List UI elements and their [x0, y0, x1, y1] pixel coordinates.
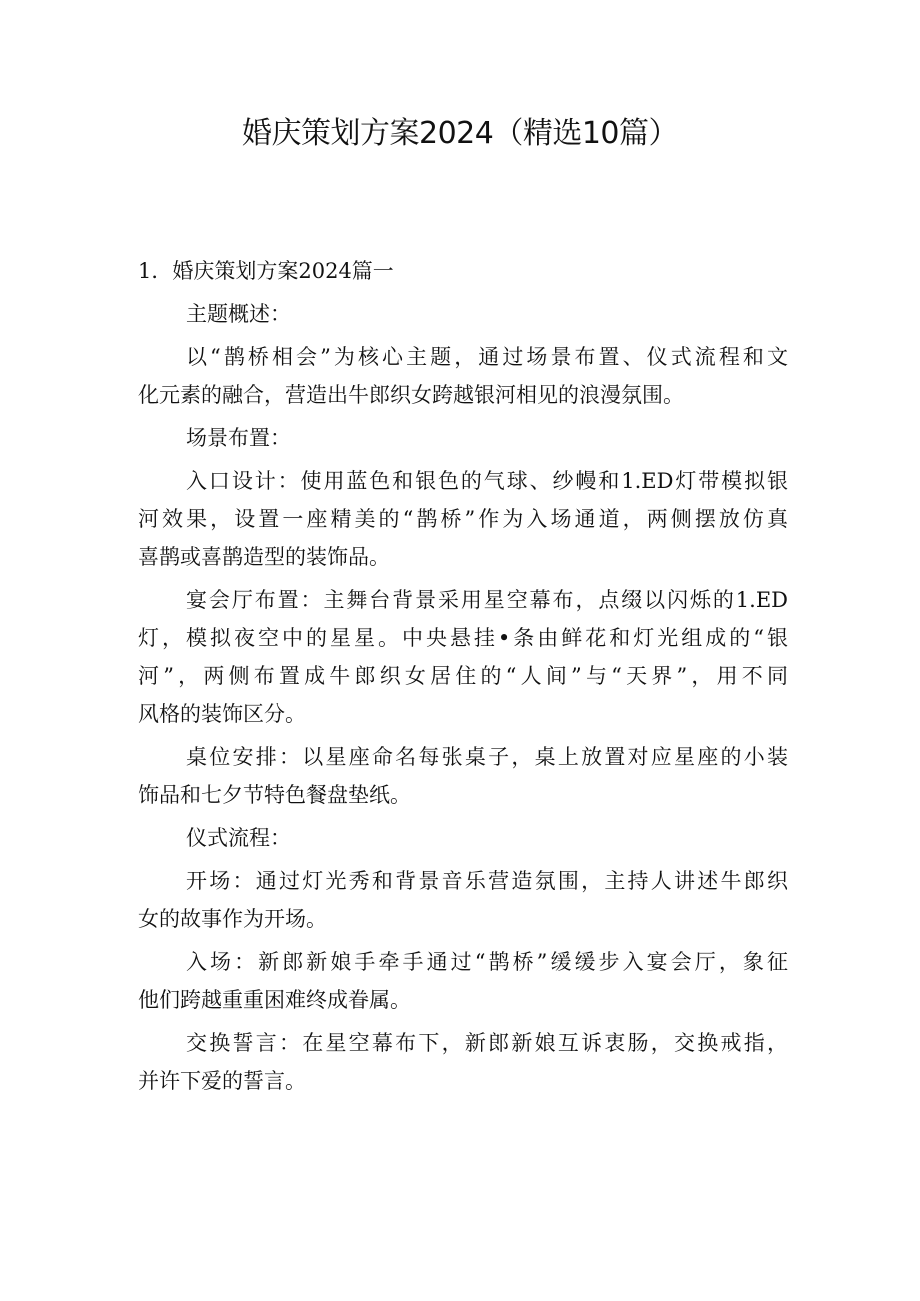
paragraph-line: 化元素的融合，营造出牛郎织女跨越银河相见的浪漫氛围。	[138, 383, 684, 407]
paragraph-line: 并许下爱的誓言。	[138, 1069, 306, 1093]
table-arrangement-paragraph	[138, 738, 788, 814]
paragraph-line: 入口设计：使用蓝色和银色的气球、纱幔和1.ED灯带模拟银	[186, 469, 788, 493]
paragraph-line: 女的故事作为开场。	[138, 907, 327, 931]
paragraph-line: 灯，模拟夜空中的星星。中央悬挂•条由鲜花和灯光组成的“银	[138, 626, 788, 650]
paragraph-line: 河效果，设置一座精美的“鹊桥”作为入场通道，两侧摆放仿真	[138, 507, 788, 531]
paragraph-line: 交换誓言：在星空幕布下，新郎新娘互诉衷肠，交换戒指，	[186, 1031, 788, 1055]
paragraph-line: 喜鹊或喜鹊造型的装饰品。	[138, 545, 390, 569]
paragraph-line: 以“鹊桥相会”为核心主题，通过场景布置、仪式流程和文	[186, 345, 788, 369]
paragraph-line: 风格的装饰区分。	[138, 702, 306, 726]
paragraph-line: 桌位安排：以星座命名每张桌子，桌上放置对应星座的小装	[186, 745, 788, 769]
entrance-paragraph	[138, 462, 788, 576]
entry-paragraph	[138, 943, 788, 1019]
paragraph-line: 河”，两侧布置成牛郎织女居住的“人间”与“天界”，用不同	[138, 664, 788, 688]
theme-overview-label: 主题概述：	[186, 302, 291, 326]
theme-overview-paragraph	[138, 338, 788, 414]
vows-paragraph	[138, 1024, 788, 1100]
paragraph-line: 宴会厅布置：主舞台背景采用星空幕布，点缀以闪烁的1.ED	[186, 588, 788, 612]
paragraph-line: 他们跨越重重困难终成眷属。	[138, 988, 411, 1012]
paragraph-line: 入场：新郎新娘手牵手通过“鹊桥”缓缓步入宴会厅，象征	[186, 950, 788, 974]
paragraph-line: 开场：通过灯光秀和背景音乐营造氛围，主持人讲述牛郎织	[186, 869, 788, 893]
scene-label: 场景布置：	[186, 426, 291, 450]
document-title: 婚庆策划方案2024（精选10篇）	[241, 116, 679, 151]
opening-paragraph	[138, 862, 788, 938]
section-heading: 1．婚庆策划方案2024篇一	[138, 259, 394, 283]
paragraph-line: 饰品和七夕节特色餐盘垫纸。	[138, 783, 411, 807]
banquet-hall-paragraph	[138, 581, 788, 733]
ceremony-label: 仪式流程：	[186, 826, 291, 850]
document-body	[138, 252, 788, 1105]
